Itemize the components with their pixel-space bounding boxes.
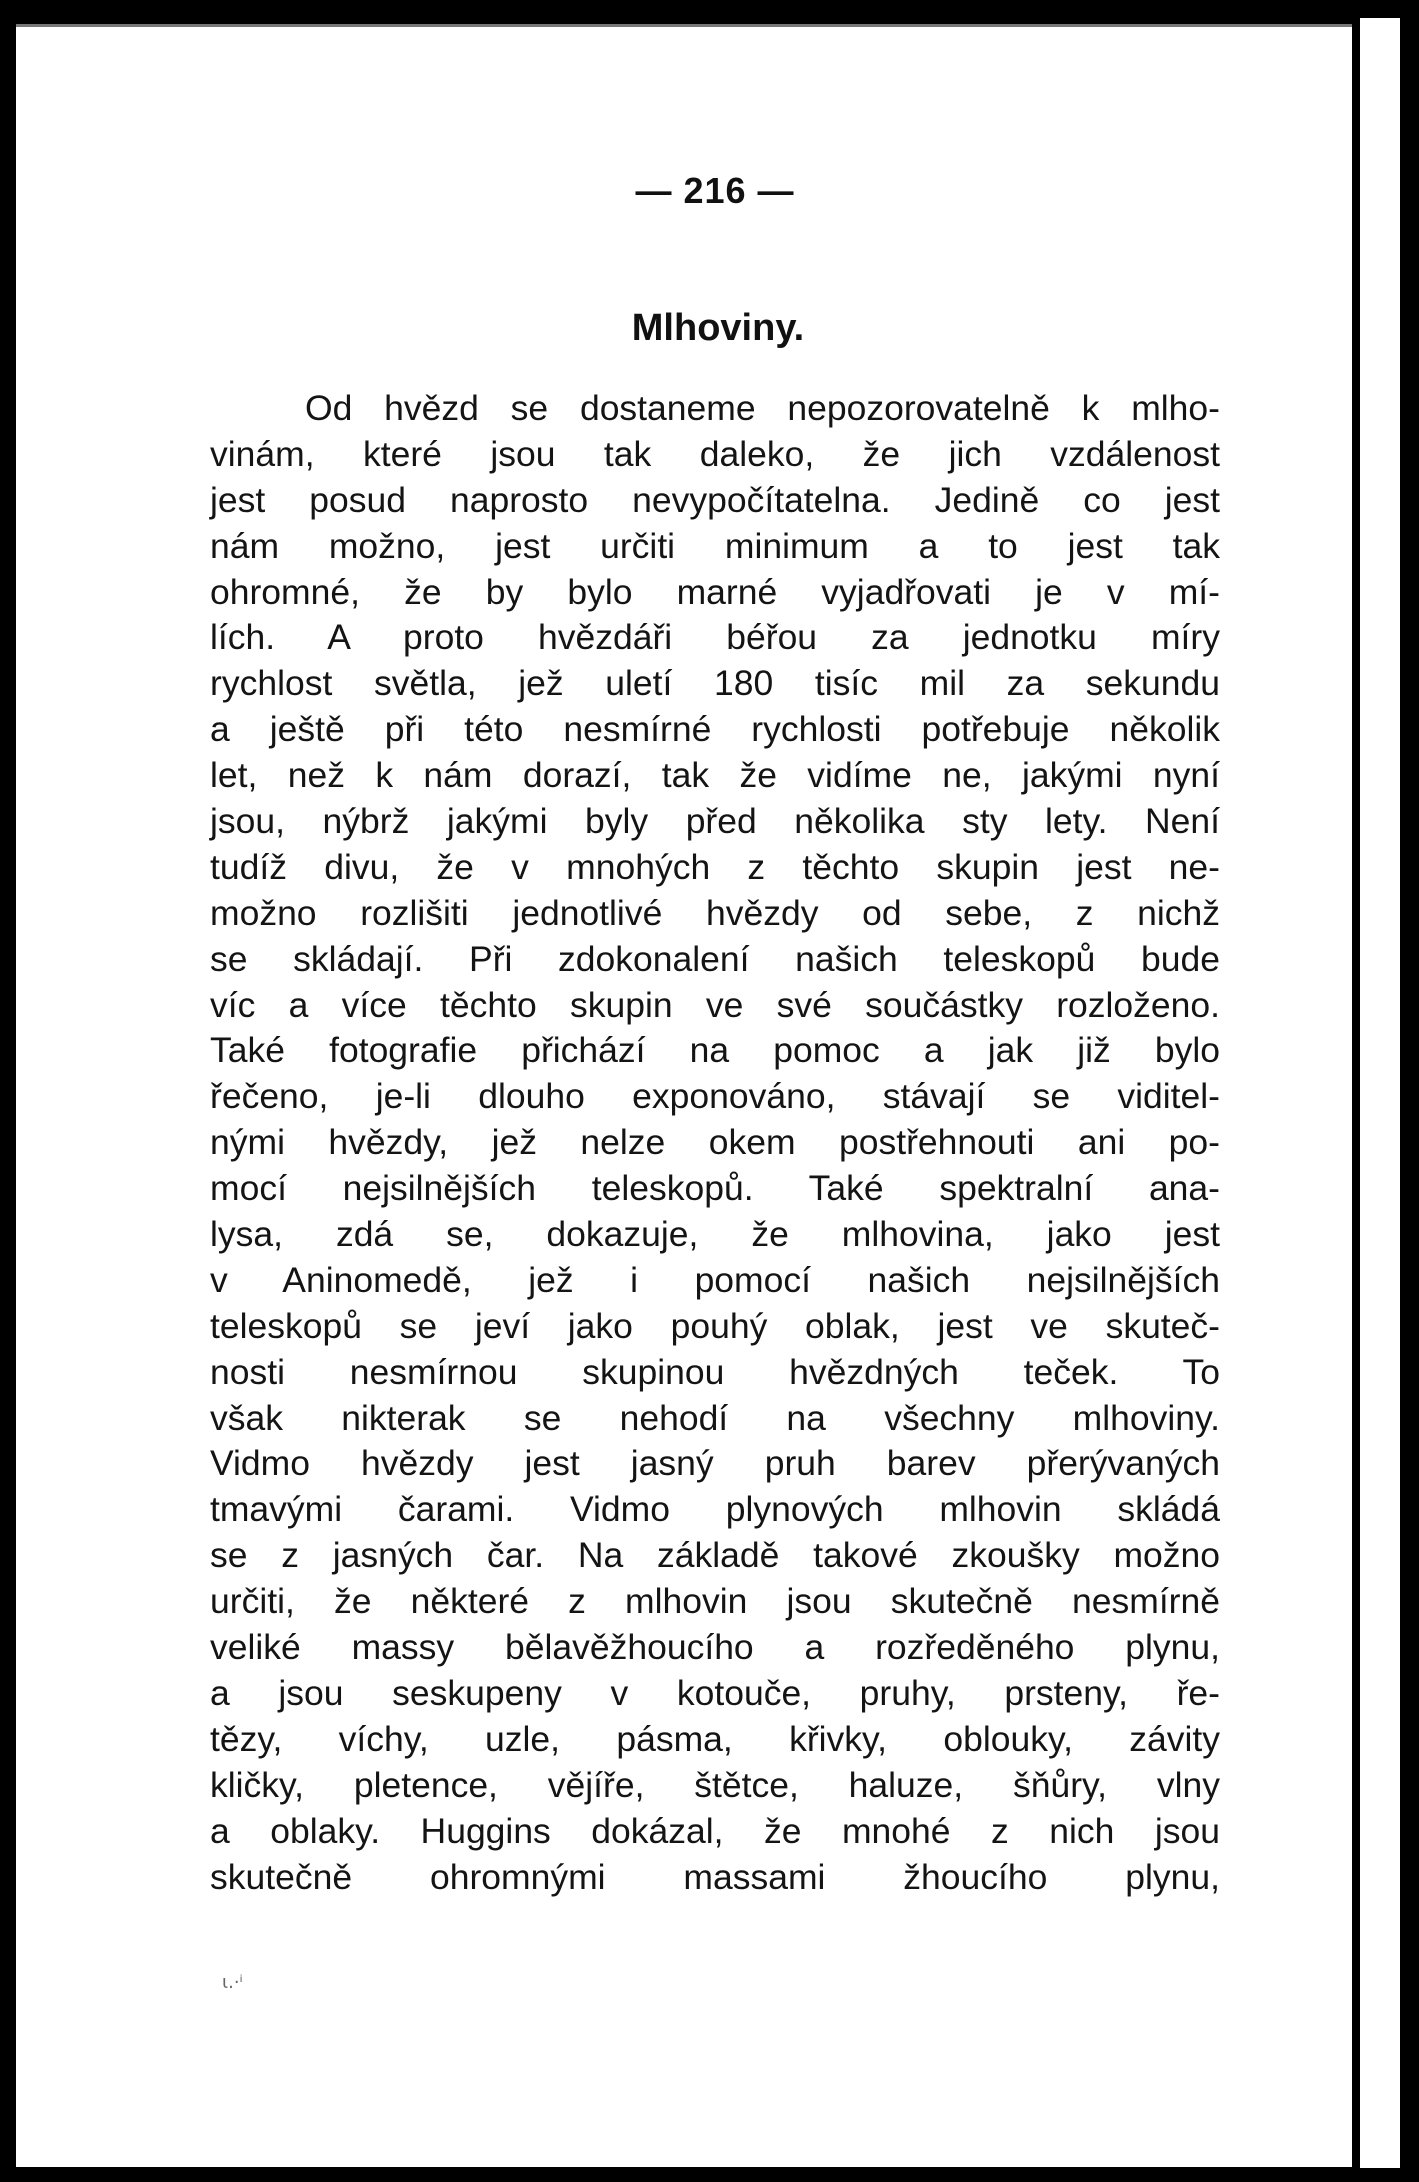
text-line: a ještě při této nesmírné rychlosti potřebuje několik: [210, 709, 1220, 750]
text-line: teleskopů se jeví jako pouhý oblak, jest ve skuteč-: [210, 1305, 1220, 1346]
text-line: lích. A proto hvězdáři béřou za jednotku míry: [210, 617, 1220, 658]
text-line: nými hvězdy, jež nelze okem postřehnouti ani po-: [210, 1122, 1220, 1163]
text-line: jsou, nýbrž jakými byly před několika sty lety. Není: [210, 801, 1220, 842]
text-line: lysa, zdá se, dokazuje, že mlhovina, jako jest: [210, 1214, 1220, 1255]
text-line: v Aninomedě, jež i pomocí našich nejsilnějších: [210, 1259, 1220, 1300]
text-line: mocí nejsilnějších teleskopů. Také spektralní ana-: [210, 1168, 1220, 1209]
text-line: tudíž divu, že v mnohých z těchto skupin jest ne-: [210, 846, 1220, 887]
body-paragraph: [210, 386, 1220, 1900]
text-line: ohromné, že by bylo marné vyjadřovati je v mí-: [210, 571, 1220, 612]
text-line: se z jasných čar. Na základě takové zkoušky možno: [210, 1535, 1220, 1576]
text-line: Vidmo hvězdy jest jasný pruh barev přerývaných: [210, 1443, 1220, 1484]
text-line: víc a více těchto skupin ve své součástky rozloženo.: [210, 984, 1220, 1025]
text-line: tmavými čarami. Vidmo plynových mlhovin skládá: [210, 1489, 1220, 1530]
text-line: se skládají. Při zdokonalení našich teleskopů bude: [210, 938, 1220, 979]
chapter-title: Mlhoviny.: [631, 307, 805, 349]
scan-specks: ι.·ⁱ: [222, 1972, 243, 1993]
text-line: určiti, že některé z mlhovin jsou skutečně nesmírně: [210, 1581, 1220, 1622]
text-line: Také fotografie přichází na pomoc a jak již bylo: [210, 1030, 1220, 1071]
text-line: let, než k nám dorazí, tak že vidíme ne, jakými nyní: [210, 755, 1220, 796]
text-line: tězy, víchy, uzle, pásma, křivky, oblouky, závity: [210, 1718, 1220, 1759]
text-line: vinám, které jsou tak daleko, že jich vzdálenost: [210, 433, 1220, 474]
text-line: a jsou seskupeny v kotouče, pruhy, prsteny, ře-: [210, 1672, 1220, 1713]
text-line: jest posud naprosto nevypočítatelna. Jedině co jest: [210, 479, 1220, 520]
text-line: možno rozlišiti jednotlivé hvězdy od sebe, z nichž: [210, 892, 1220, 933]
text-line: skutečně ohromnými massami žhoucího plynu,: [210, 1856, 1220, 1897]
text-line: kličky, pletence, vějíře, štětce, haluze, šňůry, vlny: [210, 1764, 1220, 1805]
text-line: rychlost světla, jež uletí 180 tisíc mil za sekundu: [210, 663, 1220, 704]
text-line: však nikterak se nehodí na všechny mlhoviny.: [210, 1397, 1220, 1438]
text-line: a oblaky. Huggins dokázal, že mnohé z nich jsou: [210, 1810, 1220, 1851]
text-line: řečeno, je-li dlouho exponováno, stávají se viditel-: [210, 1076, 1220, 1117]
text-line: nosti nesmírnou skupinou hvězdných teček. To: [210, 1351, 1220, 1392]
text-line: veliké massy bělavěžhoucího a rozředěného plynu,: [210, 1627, 1220, 1668]
page-number: — 216 —: [635, 170, 795, 211]
text-line: Od hvězd se dostaneme nepozorovatelně k mlho-: [305, 388, 1220, 428]
text-line: nám možno, jest určiti minimum a to jest tak: [210, 525, 1220, 566]
